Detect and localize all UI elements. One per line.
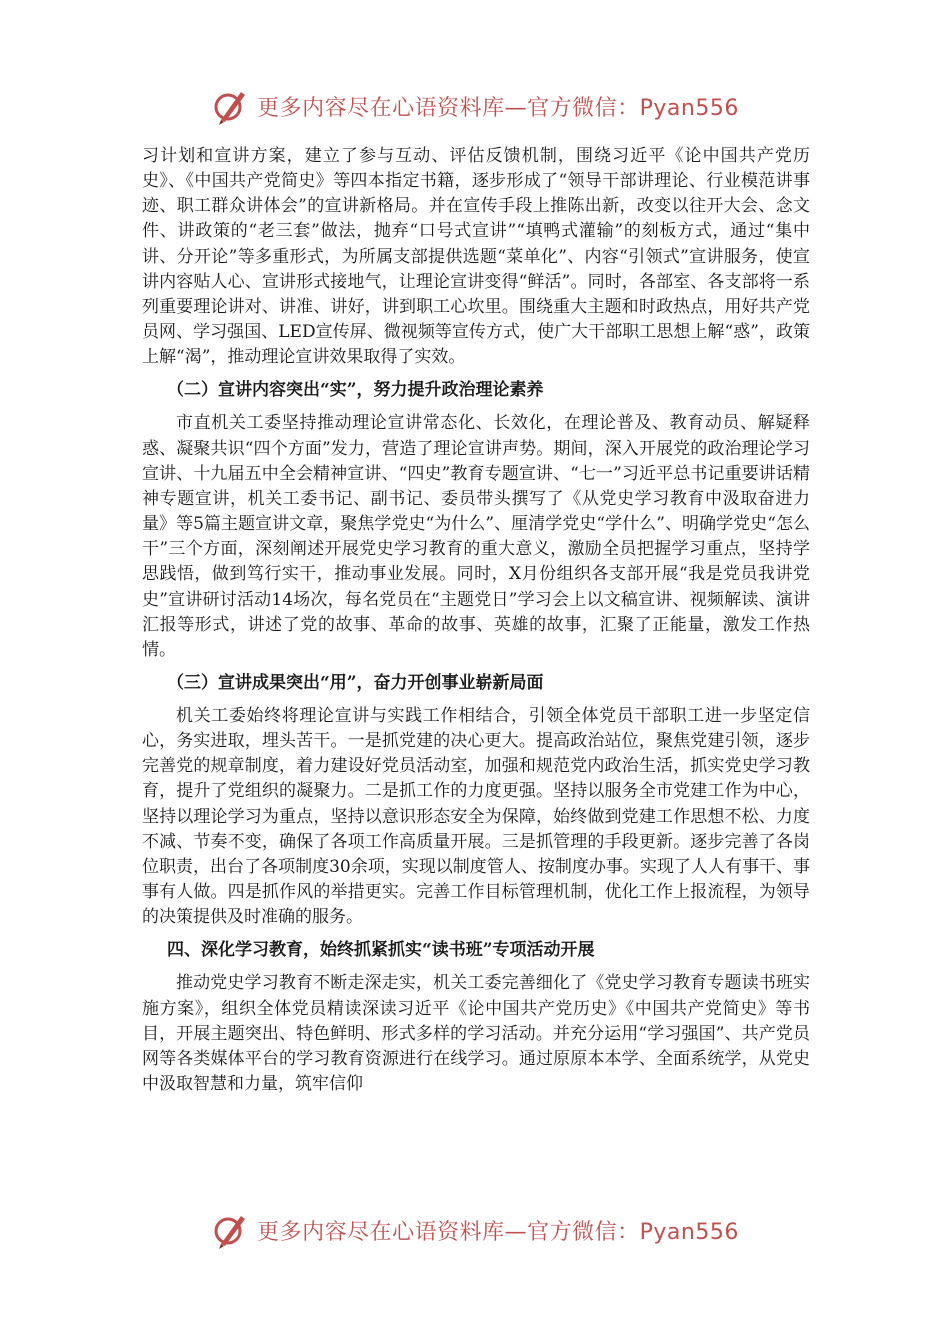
footer-banner-text: 更多内容尽在心语资料库—官方微信：Pyan556	[257, 1219, 739, 1245]
section-heading: （二）宣讲内容突出“实”，努力提升政治理论素养	[167, 380, 544, 401]
pen-logo-icon	[211, 86, 251, 126]
paragraph: 机关工委始终将理论宣讲与实践工作相结合，引领全体党员干部职工进一步坚定信心，务实进取，埋头苦干。一是抓党建的决心更大。提高政治站位，聚焦党建引领，逐步完善党的规章制度，着力建设好党员活动室，加强和规范党内政治生活，抓实党史学习教育，提升了党组织的凝聚力。二是抓工作的力度更强。坚持以服务全市党建工作为中心，坚持以理论学习为重点，坚持以意识形态安全为保障，始终做到党建工作思想不松、力度不减、节奏不变，确保了各项工作高质量开展。三是抓管理的手段更新。逐步完善了各岗位职责，出台了各项制度30余项，实现以制度管人、按制度办事。实现了人人有事干、事事有人做。四是抓作风的举措更实。完善工作目标管理机制，优化工作上报流程，为领导的决策提供及时准确的服务。	[142, 705, 810, 928]
footer-banner	[0, 1208, 950, 1252]
paragraph: 市直机关工委坚持推动理论宣讲常态化、长效化，在理论普及、教育动员、解疑释惑、凝聚共识“四个方面”发力，营造了理论宣讲声势。期间，深入开展党的政治理论学习宣讲、十九届五中全会精神宣讲、“四史”教育专题宣讲、“七一”习近平总书记重要讲话精神专题宣讲，机关工委书记、副书记、委员带头撰写了《从党史学习教育中汲取奋进力量》等5篇主题宣讲文章，聚焦学党史“为什么”、厘清学党史“学什么”、明确学党史“怎么干”三个方面，深刻阐述开展党史学习教育的重大意义，激励全员把握学习重点，坚持学思践悟，做到笃行实干，推动事业发展。同时，X月份组织各支部开展“我是党员我讲党史”宣讲研讨活动14场次，每名党员在“主题党日”学习会上以文稿宣讲、视频解读、演讲汇报等形式，讲述了党的故事、革命的故事、英雄的故事，汇聚了正能量，激发工作热情。	[142, 413, 810, 660]
section-heading: 四、深化学习教育，始终抓紧抓实“读书班”专项活动开展	[167, 940, 595, 961]
header-banner-text: 更多内容尽在心语资料库—官方微信：Pyan556	[257, 95, 739, 121]
document-body	[142, 144, 810, 1097]
paragraph: 推动党史学习教育不断走深走实，机关工委完善细化了《党史学习教育专题读书班实施方案》，组织全体党员精读深读习近平《论中国共产党历史》《中国共产党简史》等书目，开展主题突出、特色鲜明、形式多样的学习活动。并充分运用“学习强国”、共产党员网等各类媒体平台的学习教育资源进行在线学习。通过原原本本学、全面系统学，从党史中汲取智慧和力量，筑牢信仰	[142, 973, 810, 1094]
paragraph: 习计划和宣讲方案，建立了参与互动、评估反馈机制，围绕习近平《论中国共产党历史》、《中国共产党简史》等四本指定书籍，逐步形成了“领导干部讲理论、行业模范讲事迹、职工群众讲体会”的宣讲新格局。并在宣传手段上推陈出新，改变以往开大会、念文件、讲政策的“老三套”做法，抛弃“口号式宣讲”“填鸭式灌输”的刻板方式，通过“集中讲、分开论”等多重形式，为所属支部提供选题“菜单化”、内容“引领式”宣讲服务，使宣讲内容贴人心、宣讲形式接地气，让理论宣讲变得“鲜活”。同时，各部室、各支部将一系列重要理论讲对、讲准、讲好，讲到职工心坎里。围绕重大主题和时政热点，用好共产党员网、学习强国、LED宣传屏、微视频等宣传方式，使广大干部职工思想上解“惑”，政策上解“渴”，推动理论宣讲效果取得了实效。	[142, 146, 810, 368]
pen-logo-icon	[211, 1210, 251, 1250]
header-banner	[0, 84, 950, 128]
section-heading: （三）宣讲成果突出“用”，奋力开创事业崭新局面	[167, 672, 544, 693]
